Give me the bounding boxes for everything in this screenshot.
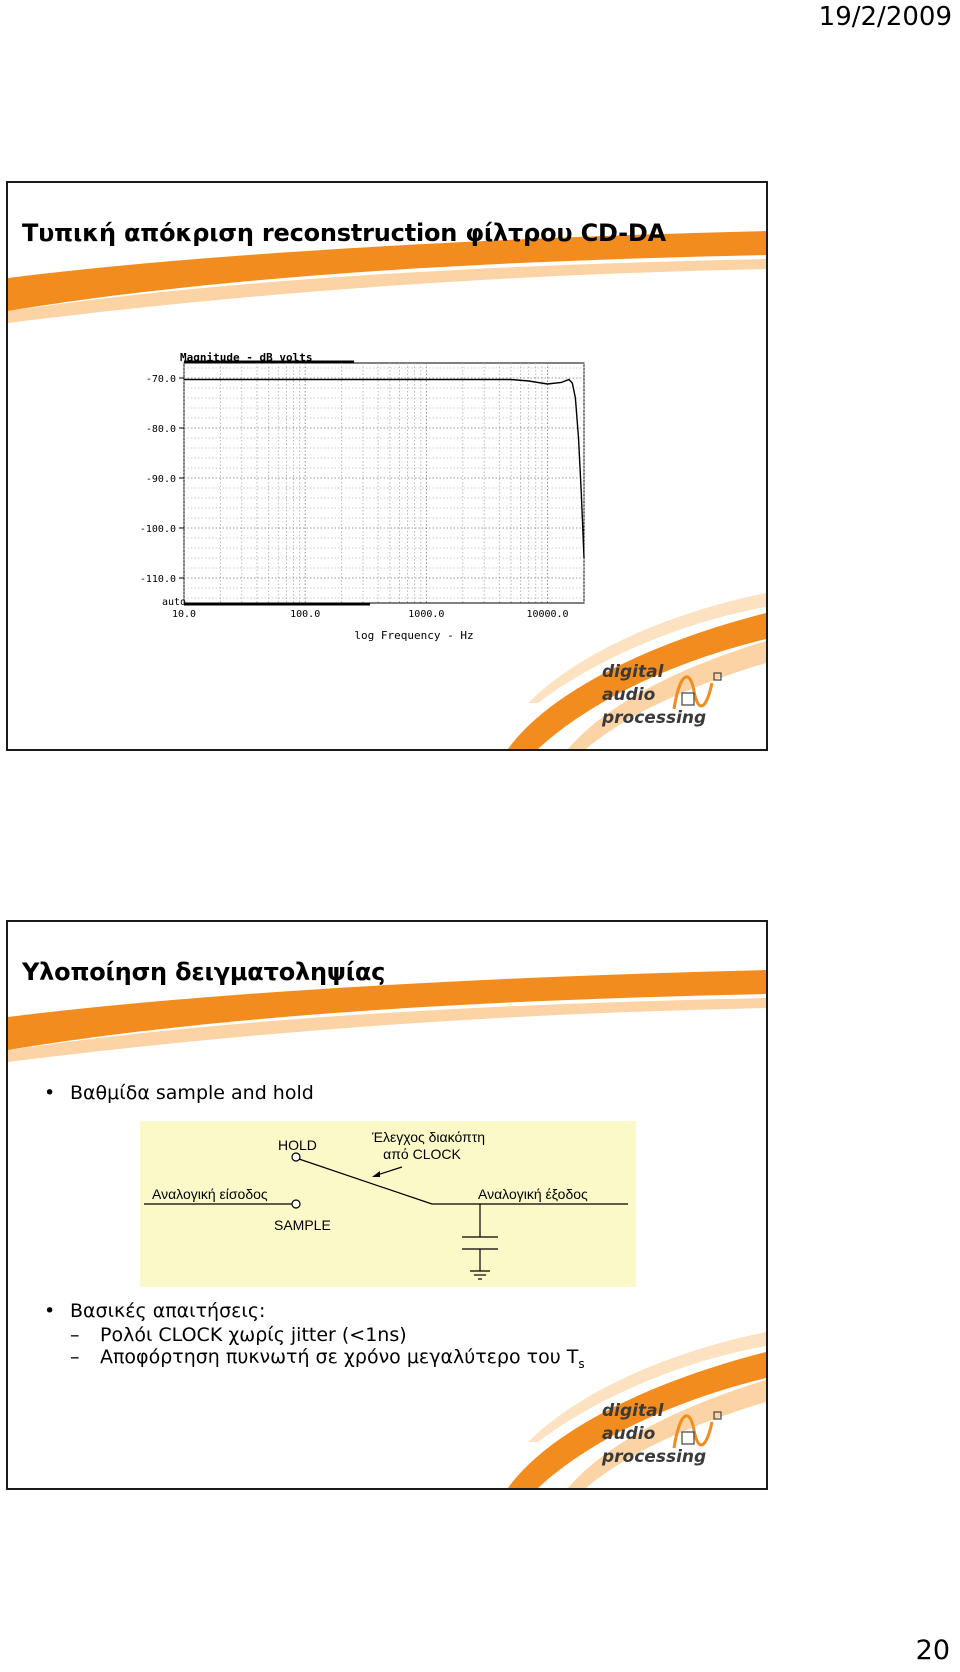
control-arrow-head: [372, 1171, 380, 1177]
chart-y-tick-label: -80.0: [145, 424, 176, 435]
slide-frequency-response: [6, 181, 768, 751]
chart-x-tick-label: 10.0: [171, 609, 197, 620]
logo-line-audio: audio: [602, 1424, 656, 1444]
chart-y-tick-label: -70.0: [145, 374, 176, 385]
dash-icon: –: [70, 1346, 80, 1368]
chart-y-ticks: [140, 374, 184, 585]
chart-x-tick-label: 1000.0: [408, 609, 445, 620]
page-number: 20: [915, 1635, 950, 1666]
label-switch-control: Έλεγχος διακόπτη από CLOCK: [372, 1129, 486, 1162]
chart-x-ticks: [172, 609, 569, 620]
chart-frame: [184, 363, 584, 603]
chart-y-tick-label: -100.0: [139, 524, 176, 535]
logo-line-processing: processing: [602, 1447, 707, 1467]
chart-series-line: [184, 380, 584, 559]
frequency-response-chart: [128, 341, 628, 645]
subscript-s: s: [578, 1356, 585, 1371]
chart-title: Magnitude - dB volts: [180, 351, 313, 364]
chart-y-tick-label: -110.0: [139, 574, 176, 585]
chart-x-tick-label: 100.0: [290, 609, 321, 620]
sub-bullet-text: Αποφόρτηση πυκνωτή σε χρόνο μεγαλύτερο του T: [100, 1346, 579, 1368]
slide-title: Υλοποίηση δειγματοληψίας: [22, 958, 386, 986]
logo-line-processing: processing: [602, 708, 707, 728]
dap-logo: [602, 1400, 742, 1480]
sub-bullet-text: Ρολόι CLOCK χωρίς jitter (<1ns): [100, 1324, 407, 1346]
bullet-list-top: [40, 1082, 314, 1106]
sample-hold-diagram: [140, 1121, 636, 1287]
sub-bullet-item: [40, 1346, 585, 1371]
hold-terminal: [292, 1153, 300, 1161]
slide-sample-and-hold: [6, 920, 768, 1490]
bullet-text: Βαθμίδα sample and hold: [70, 1082, 314, 1104]
chart-x-tick-label: 10000.0: [526, 609, 569, 620]
slide-title: Τυπική απόκριση reconstruction φίλτρου CD-DA: [22, 219, 667, 247]
bullet-item: [40, 1300, 585, 1322]
chart-y-tick-label: -90.0: [145, 474, 176, 485]
chart-x-label: log Frequency - Hz: [354, 629, 474, 641]
bullet-text: Βασικές απαιτήσεις:: [70, 1300, 266, 1322]
dash-icon: –: [70, 1324, 80, 1346]
bullet-item: [40, 1082, 314, 1104]
label-analog-output: Αναλογική έξοδος: [478, 1186, 588, 1202]
page-date: 19/2/2009: [818, 2, 952, 32]
sample-terminal: [292, 1200, 300, 1208]
label-analog-input: Αναλογική είσοδος: [152, 1186, 268, 1202]
bullet-list-bottom: [40, 1300, 585, 1371]
label-hold: HOLD: [278, 1137, 317, 1153]
logo-line-audio: audio: [602, 685, 656, 705]
chart-svg: [128, 341, 628, 641]
label-sample: SAMPLE: [274, 1217, 331, 1233]
chart-y-extra-label: auto: [162, 597, 187, 608]
logo-line-digital: digital: [602, 1401, 664, 1421]
bullet-dot-icon: •: [44, 1082, 56, 1104]
switch-arm: [299, 1159, 432, 1204]
logo-line-digital: digital: [602, 662, 664, 682]
dap-logo: [602, 661, 742, 741]
bullet-dot-icon: •: [44, 1300, 56, 1322]
sub-bullet-item: [40, 1324, 585, 1346]
chart-grid: [184, 362, 584, 604]
